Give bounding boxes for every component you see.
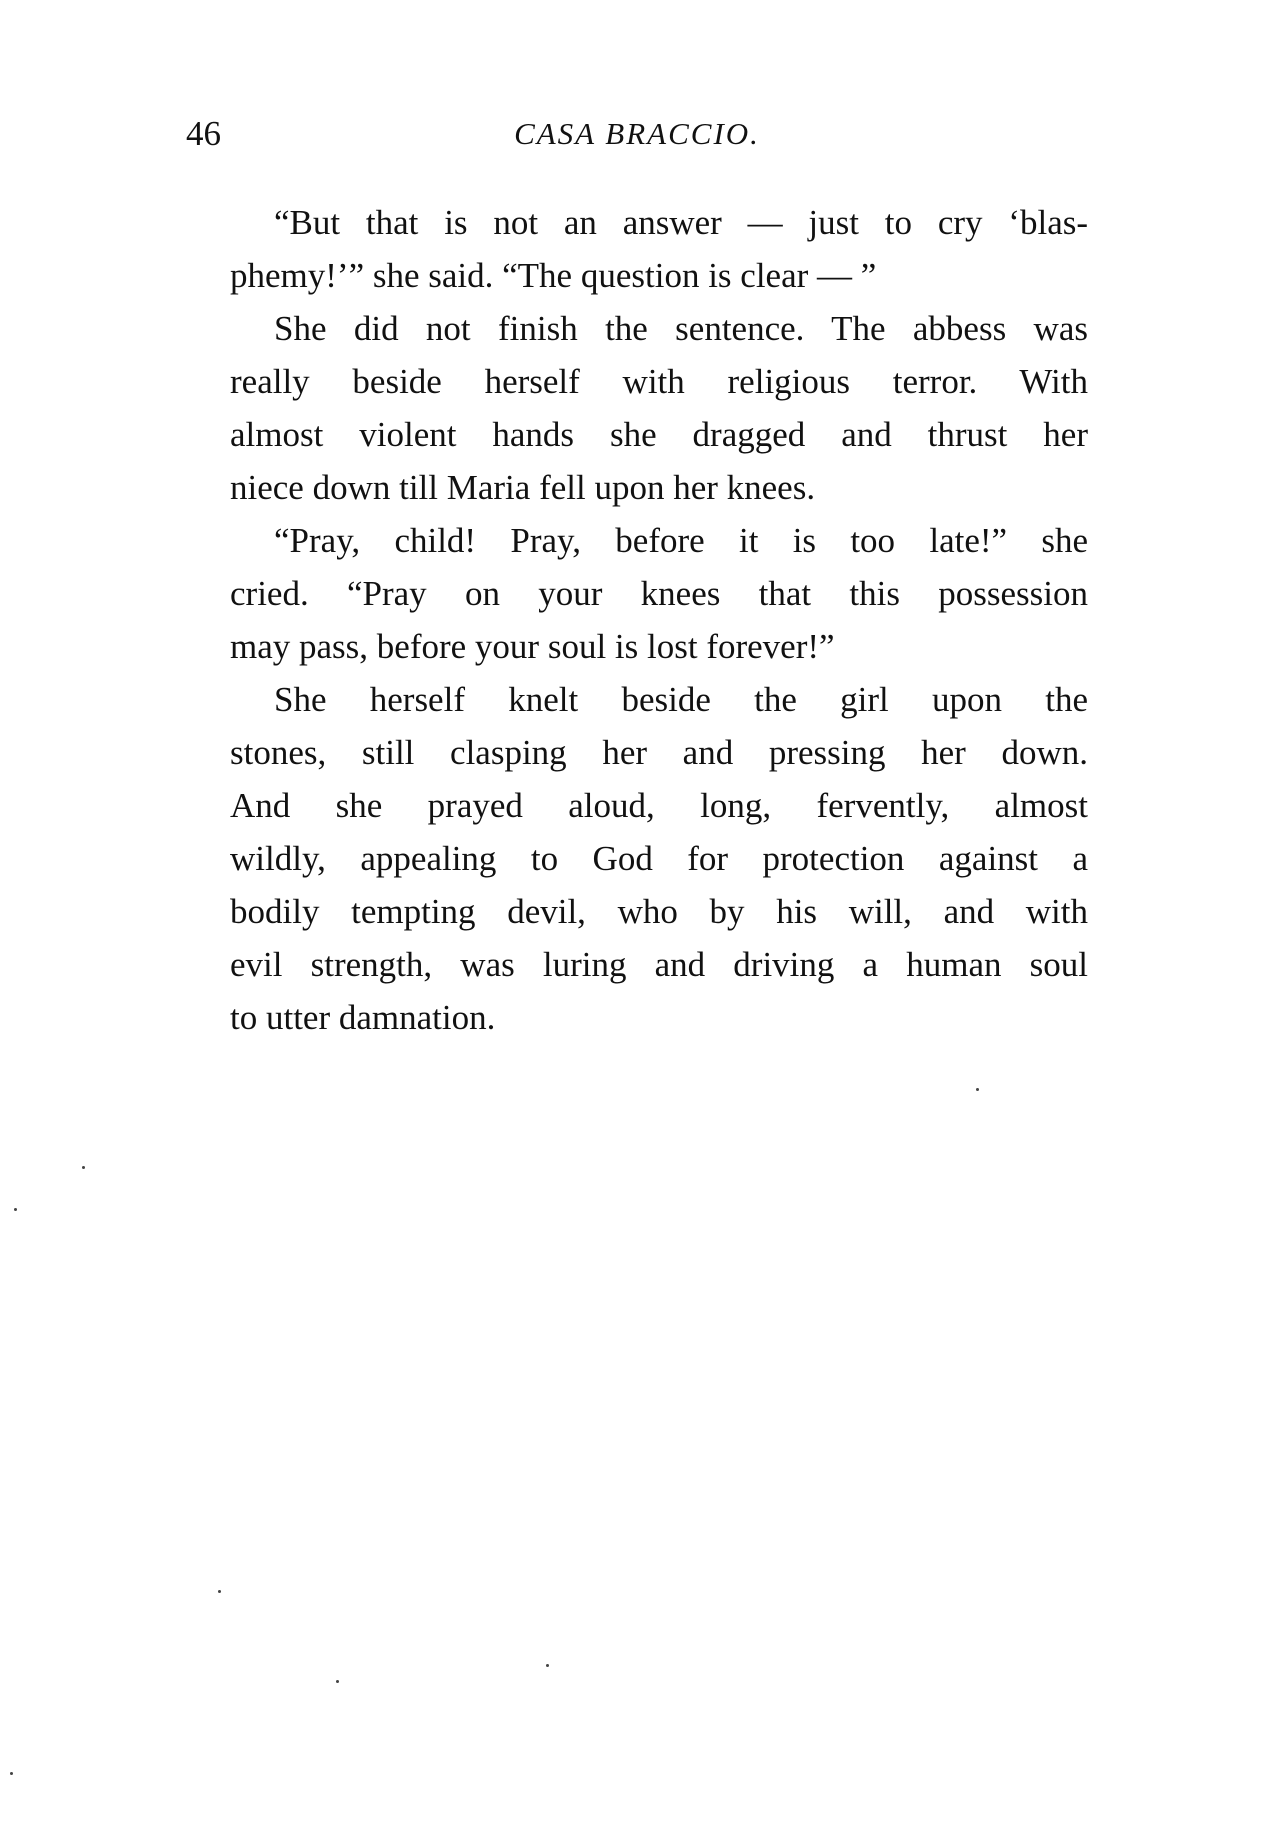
text-line: “Pray, child! Pray, before it is too late!” she: [274, 521, 1088, 560]
text-line: almost violent hands she dragged and thrust her: [230, 415, 1088, 454]
scan-speck: [336, 1680, 339, 1683]
text-line: And she prayed aloud, long, fervently, almost: [230, 786, 1088, 825]
text-line: may pass, before your soul is lost forever!”: [230, 627, 835, 666]
scan-speck: [82, 1166, 85, 1169]
paragraph: [186, 302, 1088, 514]
text-line: evil strength, was luring and driving a human soul: [230, 945, 1088, 984]
text-line: wildly, appealing to God for protection against a: [230, 839, 1088, 878]
paragraph: [186, 673, 1088, 1044]
text-line: really beside herself with religious terror. With: [230, 362, 1088, 401]
page-number: 46: [186, 114, 221, 153]
text-line: cried. “Pray on your knees that this possession: [230, 574, 1088, 613]
text-line: “But that is not an answer — just to cry ‘blas-: [274, 203, 1088, 242]
paragraph: [186, 196, 1088, 302]
page-header: [186, 104, 1088, 164]
text-line: stones, still clasping her and pressing her down.: [230, 733, 1088, 772]
text-line: bodily tempting devil, who by his will, and with: [230, 892, 1088, 931]
text-line: She herself knelt beside the girl upon the: [274, 680, 1088, 719]
body-text: [186, 196, 1088, 1044]
text-line: niece down till Maria fell upon her knees.: [230, 468, 816, 507]
paragraph: [186, 514, 1088, 673]
scan-speck: [218, 1590, 221, 1593]
scan-speck: [14, 1208, 17, 1211]
text-line: to utter damnation.: [230, 998, 496, 1037]
text-line: She did not finish the sentence. The abbess was: [274, 309, 1088, 348]
running-head: CASA BRACCIO.: [514, 116, 760, 151]
scan-speck: [10, 1772, 13, 1775]
scan-speck: [546, 1664, 549, 1667]
text-line: phemy!’” she said. “The question is clear — ”: [230, 256, 877, 295]
scan-speck: [976, 1088, 979, 1091]
